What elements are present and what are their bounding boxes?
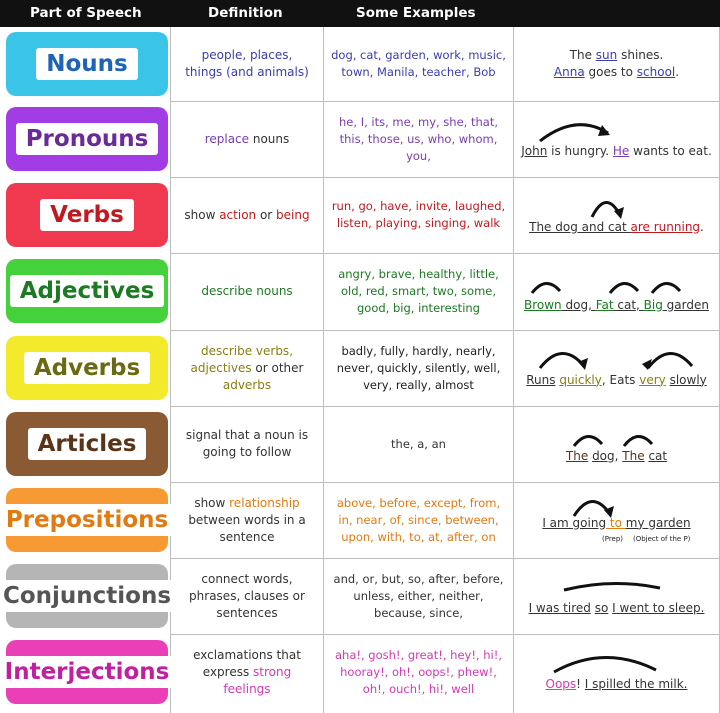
table-row-interjections: [0, 634, 720, 713]
pos-label: Nouns: [36, 48, 138, 80]
example-text: very, really, almost: [363, 377, 474, 392]
table-row-prepositions: [0, 482, 720, 558]
highlight-adverb: quickly: [559, 372, 602, 387]
example-text: hooray!, oh!, oops!, phew!,: [340, 664, 497, 679]
highlight-verb: are running: [630, 219, 701, 234]
highlight-noun: John: [521, 143, 548, 158]
sentence-cell: John is hungry. He wants to eat.: [521, 143, 712, 158]
definition-cell: show relationship between words in a sentence: [188, 495, 306, 544]
examples-cell: [324, 634, 513, 710]
pos-badge-nouns: [6, 32, 168, 96]
pos-label: Conjunctions: [0, 580, 181, 612]
examples-cell: [324, 330, 513, 406]
examples-cell: [324, 482, 513, 558]
example-text: town, Manila, teacher, Bob: [341, 65, 496, 79]
pos-badge-articles: [6, 412, 168, 476]
examples-cell: [324, 177, 513, 253]
examples-cell: [324, 101, 513, 177]
pos-label: Prepositions: [0, 504, 178, 536]
pos-label: Pronouns: [16, 123, 159, 155]
definition-cell: show action or being: [184, 207, 310, 222]
sentence-cell: The sun shines. Anna goes to school.: [553, 48, 680, 79]
example-text: good, big, interesting: [356, 301, 480, 315]
definition-keyword: strong: [253, 664, 292, 679]
example-text: aha!, gosh!, great!, hey!, hi!,: [334, 647, 502, 662]
table-row-verbs: [0, 177, 720, 253]
examples-cell: [324, 253, 513, 330]
pos-badge-adverbs: [6, 336, 168, 400]
object-note: (Object of the P): [633, 535, 691, 543]
definition-cell: [171, 558, 323, 634]
example-text: you,: [406, 148, 431, 163]
pos-badge-interjections: [6, 640, 168, 704]
pos-label: Adjectives: [10, 275, 165, 307]
examples-cell: [324, 558, 513, 634]
definition-cell: [171, 406, 323, 482]
definition-text: replace: [204, 131, 250, 146]
pos-badge-adjectives: [6, 259, 168, 323]
definition-cell: [171, 27, 323, 101]
highlight-adverb: very: [639, 372, 666, 387]
definition-text: going to follow: [202, 445, 292, 459]
pos-label: Verbs: [40, 199, 134, 231]
highlight-adjective: Big: [643, 297, 663, 312]
table-row-adverbs: [0, 330, 720, 406]
table-row-nouns: [0, 27, 720, 101]
highlight-adjective: Fat: [595, 297, 614, 312]
definition-keyword: being: [276, 207, 310, 222]
definition-text: sentences: [216, 605, 278, 620]
pos-label: Articles: [28, 428, 147, 460]
highlight-preposition: to: [606, 515, 626, 530]
example-text: because, since,: [374, 605, 463, 620]
definition-text: people, places,: [201, 48, 293, 62]
example-text: old, red, smart, two, some,: [340, 284, 496, 298]
sentence-cell: I was tired so I went to sleep.: [528, 600, 705, 615]
pos-label: Adverbs: [24, 352, 150, 384]
table-row-adjectives: [0, 253, 720, 330]
pos-badge-pronouns: [6, 107, 168, 171]
highlight-noun: school: [636, 65, 676, 79]
pos-badge-verbs: [6, 183, 168, 247]
examples-cell: [324, 406, 513, 482]
sentence-cell: The dog and cat are running.: [529, 219, 704, 234]
definition-keyword: relationship: [229, 495, 300, 510]
example-text: oh!, ouch!, hi!, well: [362, 681, 475, 696]
header-part-of-speech: Part of Speech: [30, 5, 142, 21]
highlight-noun: Anna: [553, 65, 585, 79]
definition-cell: [171, 253, 323, 330]
table-header: [0, 0, 720, 27]
definition-text: phrases, clauses or: [189, 588, 305, 603]
definition-cell: [171, 101, 323, 177]
definition-text: things (and animals): [185, 65, 309, 79]
sentence-cell: Oops! I spilled the milk.: [545, 676, 688, 691]
highlight-noun: sun: [595, 48, 618, 62]
table-row-conjunctions: [0, 558, 720, 634]
table-row-articles: [0, 406, 720, 482]
pos-label: Interjections: [0, 656, 179, 688]
pos-badge-prepositions: [6, 488, 168, 552]
definition-text: describe nouns: [201, 284, 293, 298]
example-text: upon, with, to, at, after, on: [341, 529, 496, 544]
example-text: in, near, of, since, between,: [338, 512, 499, 527]
preposition-note: (Prep): [602, 535, 624, 543]
example-text: never, quickly, silently, well,: [336, 360, 501, 375]
example-text: above, before, except, from,: [336, 495, 501, 510]
examples-cell: [324, 27, 513, 101]
highlight-article: The: [622, 448, 645, 463]
sentence-cell: The dog, The cat: [565, 448, 668, 463]
highlight-adjective: Brown: [524, 297, 562, 312]
highlight-pronoun: He: [612, 143, 630, 158]
example-text: angry, brave, healthy, little,: [338, 267, 499, 281]
example-text: the, a, an: [391, 436, 446, 451]
example-text: listen, playing, singing, walk: [336, 216, 501, 230]
example-text: run, go, have, invite, laughed,: [331, 199, 506, 213]
example-text: badly, fully, hardly, nearly,: [341, 343, 496, 358]
example-text: and, or, but, so, after, before,: [333, 571, 504, 586]
example-text: dog, cat, garden, work, music,: [331, 48, 506, 62]
header-definition: Definition: [208, 5, 283, 21]
definition-text: nouns: [249, 131, 290, 146]
highlight-article: The: [565, 448, 589, 463]
definition-cell: exclamations that express strong feelings: [193, 647, 301, 696]
definition-text: connect words,: [201, 571, 293, 586]
definition-keyword: feelings: [223, 681, 271, 696]
example-text: this, those, us, who, whom,: [339, 131, 498, 146]
highlight-interjection: Oops: [545, 676, 577, 691]
sentence-cell: I am going to my garden: [542, 515, 691, 530]
example-text: he, I, its, me, my, she, that,: [339, 114, 498, 129]
definition-text: signal that a noun is: [185, 428, 309, 442]
sentence-cell: Brown dog, Fat cat, Big garden: [524, 297, 709, 312]
example-text: unless, either, neither,: [353, 588, 484, 603]
pos-badge-conjunctions: [2, 564, 172, 628]
definition-keyword: action: [219, 207, 257, 222]
sentence-cell: Runs quickly, Eats very slowly: [526, 372, 707, 387]
header-examples: Some Examples: [356, 5, 476, 21]
table-row-pronouns: [0, 101, 720, 177]
definition-cell: describe verbs, adjectives or other adverbs: [190, 343, 304, 392]
highlight-conjunction: so: [594, 600, 609, 615]
